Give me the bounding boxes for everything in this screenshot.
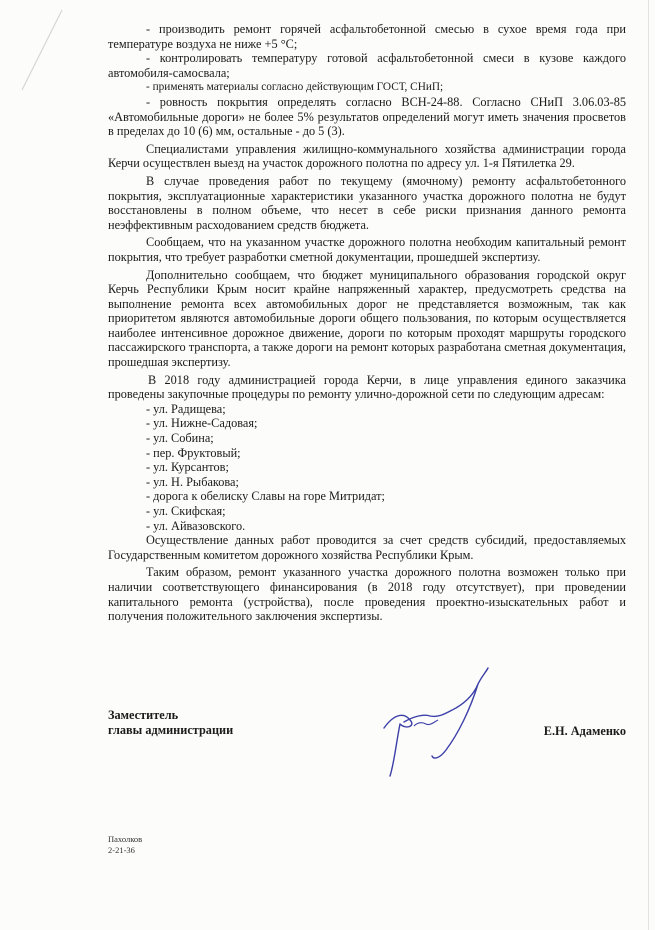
paragraph-budget: Дополнительно сообщаем, что бюджет муниципального образования городской округ Керчь Республики Крым носит крайне напряженный характер, предусмотреть средства на выполнение ремонта всех автомобильных дорог не представляется возможным, так как приоритетом являются автомобильные дороги общего пользования, по которым осуществляется наиболее интенсивное дорожное движение, дороги по которым проходят маршруты городского пассажирского транспорта, а также дороги на ремонт которых разработана сметная документация, прошедшая экспертизу.: [108, 267, 626, 370]
executor-phone: 2-21-36: [108, 844, 135, 855]
list-item: - ул. Скифская;: [146, 504, 226, 518]
executor-footer: [108, 834, 142, 855]
signatory-title-line: главы администрации: [108, 723, 234, 737]
signatory-title-line: Заместитель: [108, 708, 179, 722]
list-item: - ул. Радищева;: [146, 401, 226, 416]
requirement-line: - ровность покрытия определять согласно ВСН-24-88. Согласно СНиП 3.06.03-85 «Автомобильные дороги» не более 5% результатов определений могут иметь значения просветов в пределах до 10 (6) мм, остальные - до 5 (3).: [108, 94, 626, 139]
list-item: - ул. Н. Рыбакова;: [146, 474, 239, 489]
address-list: [108, 402, 626, 533]
paragraph-current-repair: В случае проведения работ по текущему (ямочному) ремонту асфальтобетонного покрытия, эксплуатационные характеристики указанного участка дорожного полотна не будут восстановлены в полном объеме, что несет в себе риски признания данного ремонта неэффективным расходованием средств бюджета.: [108, 173, 626, 232]
corner-fold-mark: [18, 4, 78, 94]
paragraph-procurement: В 2018 году администрацией города Керчи, в лице управления единого заказчика проведены закупочные процедуры по ремонту улично-дорожной сети по следующим адресам:: [108, 372, 626, 402]
list-item: - пер. Фруктовый;: [146, 445, 241, 460]
requirement-line: - применять материалы согласно действующим ГОСТ, СНиП;: [146, 81, 444, 94]
paragraph-conclusion: Таким образом, ремонт указанного участка дорожного полотна возможен только при наличии соответствующего финансирования (в 2018 году отсутствует), при проведении капитального ремонта (устройства), после проведения проектно-изыскательных работ и получения положительного заключения экспертизы.: [108, 565, 626, 624]
requirement-line: - контролировать температуру готовой асфальтобетонной смеси в кузове каждого автомобиля-самосвала;: [108, 51, 626, 80]
requirement-line: - производить ремонт горячей асфальтобетонной смесью в сухое время года при температуре воздуха не ниже +5 °С;: [108, 22, 626, 51]
signatory-title: [108, 708, 233, 738]
list-item: - дорога к обелиску Славы на горе Митридат;: [146, 489, 385, 504]
paragraph-inspection: Специалистами управления жилищно-коммунального хозяйства администрации города Керчи осуществлен выезд на участок дорожного полотна по адресу ул. 1-я Пятилетка 29.: [108, 141, 626, 171]
scan-edge: [648, 0, 649, 930]
list-item: - ул. Курсантов;: [146, 460, 229, 475]
list-item: - ул. Нижне-Садовая;: [146, 416, 258, 431]
executor-name: Пахолков: [108, 834, 143, 844]
list-item: - ул. Айвазовского.: [146, 518, 246, 533]
list-item: - ул. Собина;: [146, 431, 214, 446]
handwritten-signature: [370, 664, 500, 784]
signatory-name: Е.Н. Адаменко: [543, 724, 626, 738]
paragraph-subsidies: Осуществление данных работ проводится за счет средств субсидий, предоставляемых Государственным комитетом дорожного хозяйства Республики Крым.: [108, 533, 626, 562]
letter-body: [108, 22, 626, 624]
paragraph-capital-repair: Сообщаем, что на указанном участке дорожного полотна необходим капитальный ремонт покрытия, что требует разработки сметной документации, прошедшей экспертизу.: [108, 235, 626, 264]
